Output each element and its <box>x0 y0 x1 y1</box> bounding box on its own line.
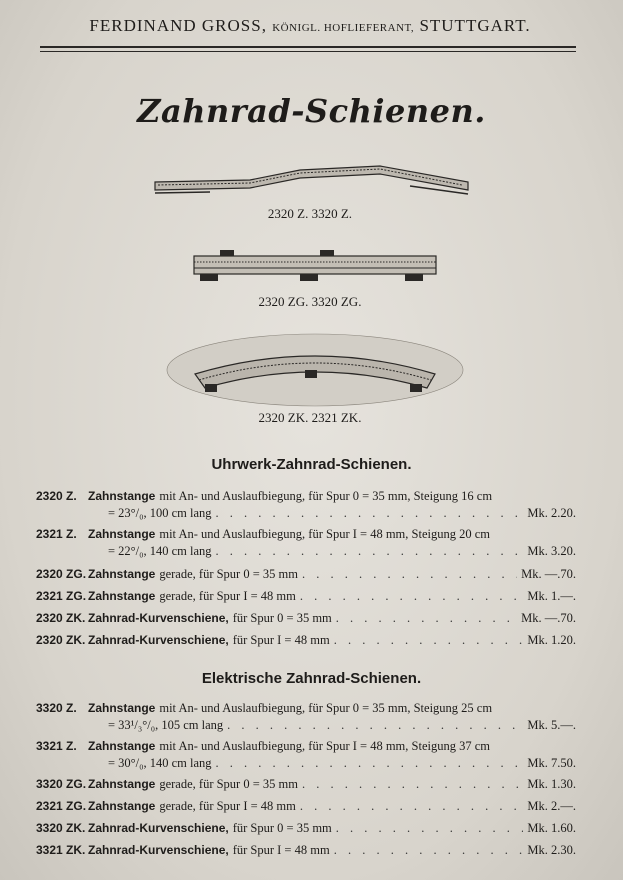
entry-code: 2321 Z. <box>36 527 77 541</box>
catalog-entry <box>36 842 576 860</box>
leader-dots <box>300 798 524 814</box>
entry-price: Mk. 3.20. <box>527 544 576 558</box>
catalog-entry <box>36 588 576 606</box>
leader-dots <box>216 505 524 521</box>
entry-code: 2320 Z. <box>36 489 77 503</box>
entry-price: Mk. 1.60. <box>527 821 576 835</box>
entry-description-cont: = 33¹/₃°/₀, 105 cm lang <box>108 718 224 732</box>
leader-dots <box>216 755 524 771</box>
entry-description: für Spur 0 = 35 mm <box>232 611 332 625</box>
entry-code: 2321 ZG. <box>36 589 87 603</box>
entry-description: gerade, für Spur I = 48 mm <box>159 799 296 813</box>
entry-description: für Spur 0 = 35 mm <box>232 821 332 835</box>
entry-code: 2320 ZG. <box>36 567 87 581</box>
catalog-entry <box>36 566 576 584</box>
entry-description: mit An- und Auslaufbiegung, für Spur 0 = 35 mm, Steigung 16 cm <box>159 489 493 503</box>
entry-price: Mk. —.70. <box>521 567 576 581</box>
rack-rail-curved-illustration <box>165 332 465 407</box>
entry-price: Mk. 1.—. <box>527 589 576 603</box>
entry-description-cont: = 23°/₀, 100 cm lang <box>108 506 212 520</box>
entry-price: Mk. 7.50. <box>527 756 576 770</box>
catalog-entry <box>36 798 576 816</box>
entry-description: mit An- und Auslaufbiegung, für Spur I = 48 mm, Steigung 37 cm <box>159 739 490 753</box>
figure-caption-2: 2320 ZG. 3320 ZG. <box>258 294 362 309</box>
entry-code: 3321 ZK. <box>36 843 86 857</box>
catalog-entry <box>36 820 576 838</box>
entry-price: Mk. 1.20. <box>527 633 576 647</box>
entry-item: Zahnstange <box>88 567 156 581</box>
entry-description: gerade, für Spur 0 = 35 mm <box>159 567 298 581</box>
entry-item: Zahnrad-Kurvenschiene, <box>88 843 229 857</box>
entry-description: mit An- und Auslaufbiegung, für Spur 0 = 35 mm, Steigung 25 cm <box>159 701 493 715</box>
entry-item: Zahnstange <box>88 489 156 503</box>
entry-price: Mk. 2.—. <box>527 799 576 813</box>
entry-price: Mk. 2.20. <box>527 506 576 520</box>
entry-item: Zahnrad-Kurvenschiene, <box>88 821 229 835</box>
header-city: STUTTGART. <box>419 16 531 35</box>
header-rule-thick <box>40 46 576 48</box>
leader-dots <box>216 543 524 559</box>
entry-price: Mk. 1.30. <box>527 777 576 791</box>
entry-item: Zahnstange <box>88 701 156 715</box>
page-title: Zahnrad-Schienen. <box>137 92 486 130</box>
header-rule-thin <box>40 51 576 52</box>
entry-code: 2321 ZG. <box>36 799 87 813</box>
entry-description: gerade, für Spur I = 48 mm <box>159 589 296 603</box>
entry-code: 3320 ZK. <box>36 821 86 835</box>
header-company: FERDINAND GROSS, <box>89 16 267 35</box>
entry-item: Zahnrad-Kurvenschiene, <box>88 611 229 625</box>
entry-item: Zahnstange <box>88 777 156 791</box>
section-title-uhrwerk: Uhrwerk-Zahnrad-Schienen. <box>211 456 412 473</box>
figure-caption-1: 2320 Z. 3320 Z. <box>267 206 353 221</box>
rack-rail-inclined-illustration <box>150 160 470 200</box>
entry-price: Mk. 2.30. <box>527 843 576 857</box>
leader-dots <box>334 632 524 648</box>
leader-dots <box>300 588 524 604</box>
page-header <box>40 16 580 36</box>
entry-code: 2320 ZK. <box>36 633 86 647</box>
leader-dots <box>227 717 523 733</box>
catalog-entry <box>36 488 576 522</box>
entry-code: 3321 Z. <box>36 739 77 753</box>
entry-item: Zahnstange <box>88 739 156 753</box>
entry-price: Mk. —.70. <box>521 611 576 625</box>
entry-item: Zahnstange <box>88 527 156 541</box>
entry-description: gerade, für Spur 0 = 35 mm <box>159 777 298 791</box>
entry-description: mit An- und Auslaufbiegung, für Spur I = 48 mm, Steigung 20 cm <box>159 527 490 541</box>
entry-code: 3320 Z. <box>36 701 77 715</box>
catalog-entry <box>36 526 576 560</box>
entry-code: 3320 ZG. <box>36 777 87 791</box>
entry-item: Zahnstange <box>88 799 156 813</box>
leader-dots <box>336 820 524 836</box>
rack-rail-straight-illustration <box>190 246 440 292</box>
entry-code: 2320 ZK. <box>36 611 86 625</box>
entry-description-cont: = 30°/₀, 140 cm lang <box>108 756 212 770</box>
leader-dots <box>302 566 517 582</box>
entry-description: für Spur I = 48 mm <box>232 633 330 647</box>
catalog-entry <box>36 776 576 794</box>
entry-price: Mk. 5.—. <box>527 718 576 732</box>
header-subtitle: KÖNIGL. HOFLIEFERANT, <box>272 22 415 34</box>
figure-caption-3: 2320 ZK. 2321 ZK. <box>258 410 362 425</box>
leader-dots <box>302 776 523 792</box>
catalog-entry <box>36 632 576 650</box>
catalog-entry <box>36 700 576 734</box>
section-title-elektrische: Elektrische Zahnrad-Schienen. <box>201 670 422 687</box>
entry-item: Zahnstange <box>88 589 156 603</box>
leader-dots <box>336 610 517 626</box>
entry-description: für Spur I = 48 mm <box>232 843 330 857</box>
entry-description-cont: = 22°/₀, 140 cm lang <box>108 544 212 558</box>
catalog-entry <box>36 738 576 772</box>
entry-item: Zahnrad-Kurvenschiene, <box>88 633 229 647</box>
leader-dots <box>334 842 524 858</box>
catalog-entry <box>36 610 576 628</box>
